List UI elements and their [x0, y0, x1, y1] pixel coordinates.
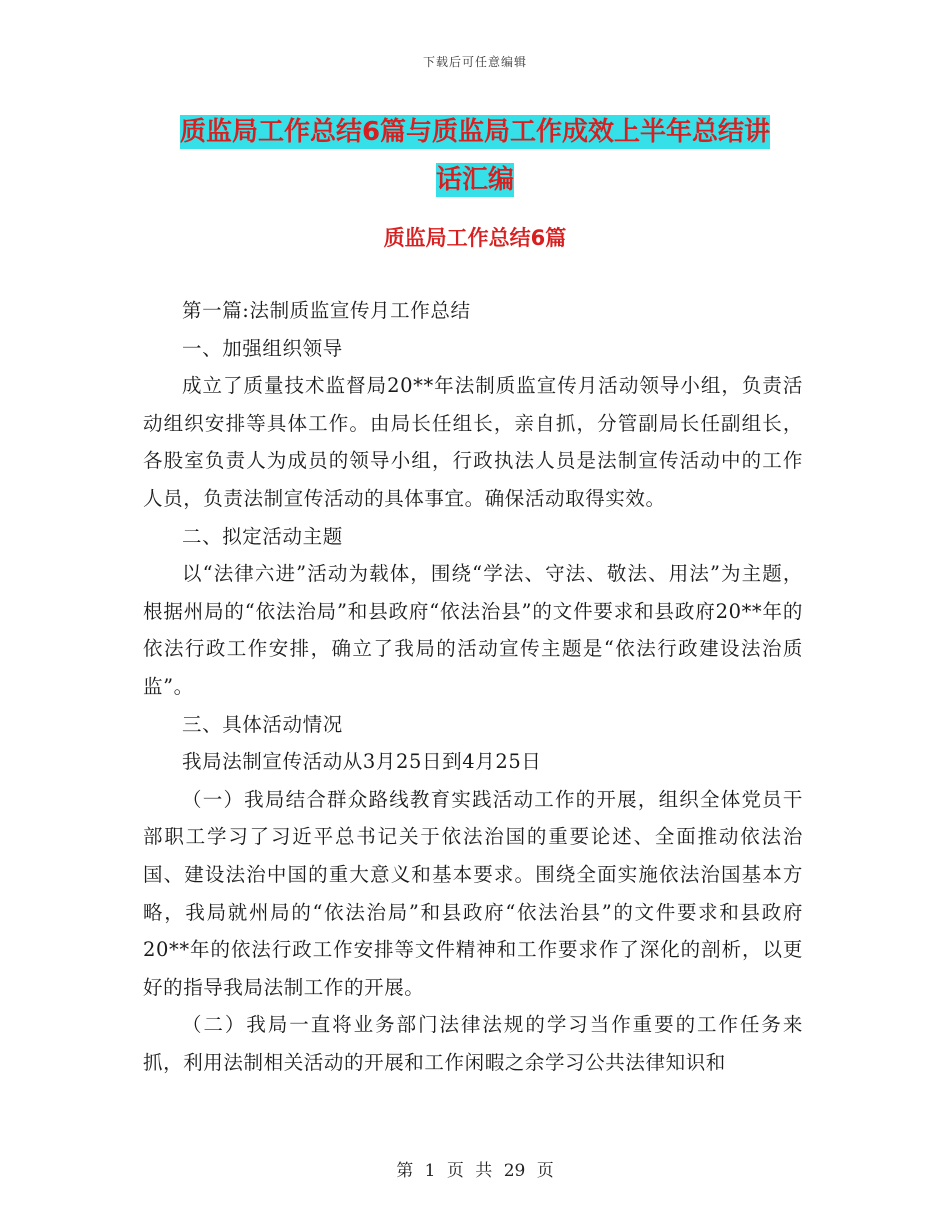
- paragraph: 以“法律六进”活动为载体，围绕“学法、守法、敬法、用法”为主题，根据州局的“依法治局”和县政府“依法治县”的文件要求和县政府20**年的依法行政工作安排，确立了我局的活动宣传主题是“依法行政建设法治质监”。: [143, 562, 803, 698]
- chapter-heading: 第一篇:法制质监宣传月工作总结: [182, 299, 471, 322]
- subheading-2: 二、拟定活动主题: [182, 524, 343, 548]
- subheading-3: 三、具体活动情况: [182, 712, 343, 736]
- paragraph: 成立了质量技术监督局20**年法制质监宣传月活动领导小组，负责活动组织安排等具体工作。由局长任组长，亲自抓，分管副局长任副组长，各股室负责人为成员的领导小组，行政执法人员是法制宣传活动中的工作人员，负责法制宣传活动的具体事宜。确保活动取得实效。: [143, 374, 803, 510]
- title-line-2: 话汇编: [435, 165, 514, 195]
- subheading-1: 一、加强组织领导: [182, 336, 343, 360]
- paragraph: 我局法制宣传活动从3月25日到4月25日: [182, 750, 542, 774]
- title-line-1: 质监局工作总结6篇与质监局工作成效上半年总结讲: [179, 117, 771, 147]
- page-footer: 第 1 页 共 29 页: [396, 1161, 554, 1181]
- section-title: 质监局工作总结6篇: [383, 226, 567, 250]
- document-body: [143, 292, 803, 1081]
- paragraph: （二）我局一直将业务部门法律法规的学习当作重要的工作任务来抓，利用法制相关活动的开展和工作闲暇之余学习公共法律知识和: [143, 1013, 803, 1074]
- document-title: [145, 108, 805, 204]
- header-note: 下载后可任意编辑: [422, 55, 527, 69]
- paragraph: （一）我局结合群众路线教育实践活动工作的开展，组织全体党员干部职工学习了习近平总书记关于依法治国的重要论述、全面推动依法治国、建设法治中国的重大意义和基本要求。围绕全面实施依法治国基本方略，我局就州局的“依法治局”和县政府“依法治县”的文件要求和县政府20**年的依法行政工作安排等文件精神和工作要求作了深化的剖析，以更好的指导我局法制工作的开展。: [143, 787, 803, 999]
